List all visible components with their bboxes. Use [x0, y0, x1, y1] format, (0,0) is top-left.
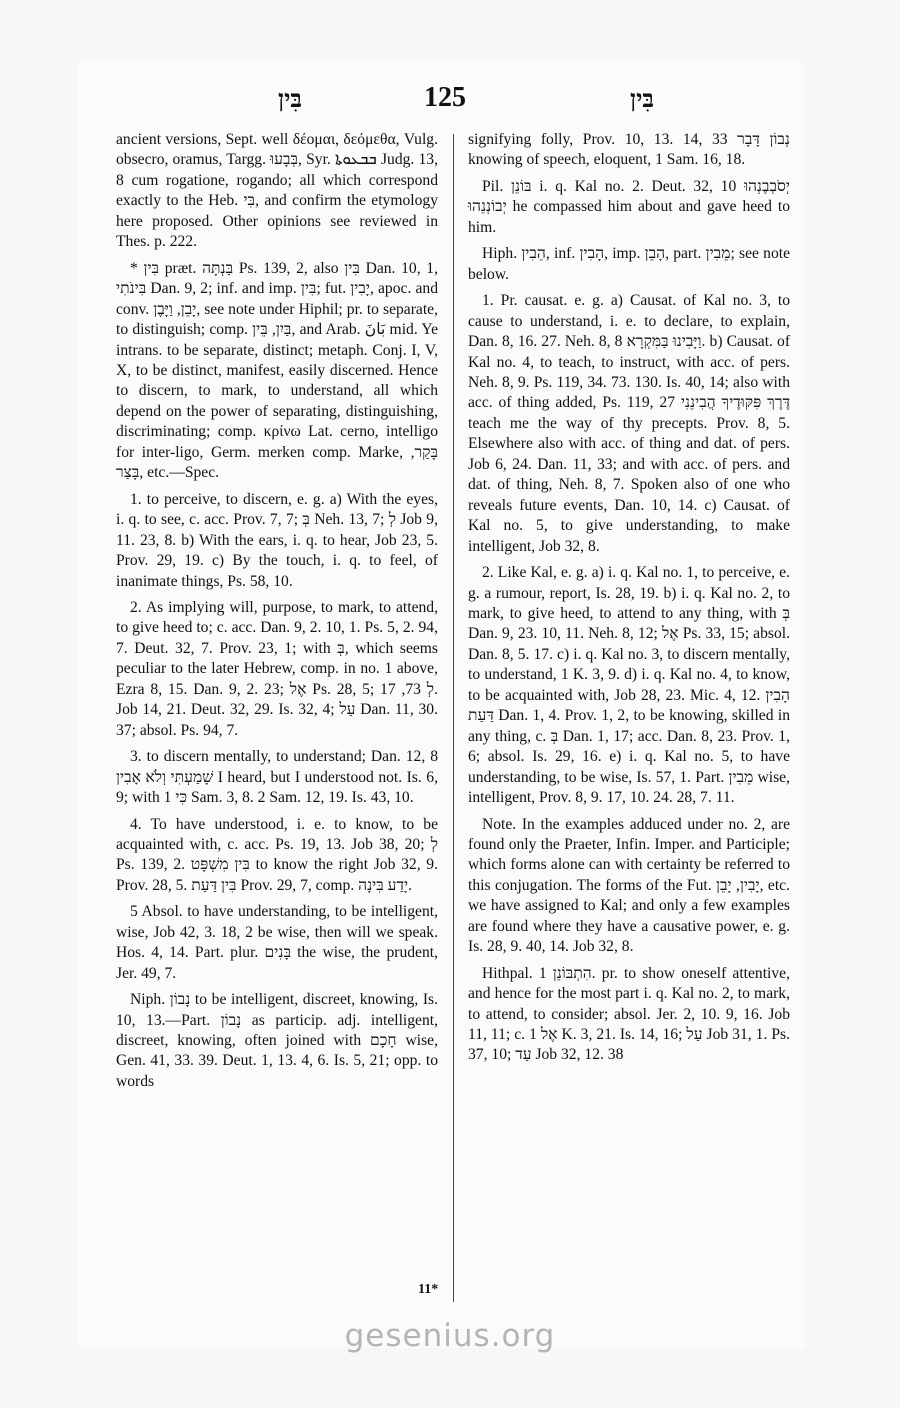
- column-divider: [453, 134, 454, 1302]
- paragraph: 4. To have understood, i. e. to know, to be acquainted with, c. acc. Ps. 19, 13. Job 38, 20; לְ Ps. 139, 2. בִּין מִשְׁפָּט to know the right Job 32, 9. Prov. 28, 5. בִּין דַּעַת Prov. 29, 7, comp. יָדַע בִּינָה.: [116, 815, 438, 894]
- paragraph: * בִּין præt. בַּנְתָּה Ps. 139, 2, also בִּין Dan. 10, 1, בִּינֹתִי Dan. 9, 2; inf. and imp. בִּין; fut. יָבִין, apoc. and conv. יָבֵן, וַיָּבֶן, see note under Hiphil; pr. to separate, to distinguish; comp. בַּיִן, בֵּין, and Arab. بَانَ mid. Ye intrans. to be separate, distinct; metaph. Conj. I, V, X, to be distinct, manifest, easily discerned. Hence to discern, to mark, to understand, all which depend on the power of separating, distinguishing, discriminating; comp. κρίνω Lat. cerno, intelligo for inter-ligo, Germ. merken comp. Marke, בָּקַר, בָּצַר, etc.—Spec.: [116, 259, 438, 482]
- site-watermark: gesenius.org: [344, 1318, 556, 1354]
- right-column: [468, 130, 790, 1072]
- paragraph: Hithpal. הִתְבּוֹנֵן 1. pr. to show oneself attentive, and hence for the most part i. q. Kal no. 2, to mark, to attend, to consider; absol. Jer. 2, 10. 9, 16. Job 11, 11; c. אֶל 1 K. 3, 21. Is. 14, 16; עַל Job 31, 1. Ps. 37, 10; עַד Job 32, 12. 38: [468, 964, 790, 1064]
- paragraph: ancient versions, Sept. well δέομαι, δεόμεθα, Vulg. obsecro, oramus, Targg. בְּבָעוּ, Syr. ܒܒܥܘܬܐ Judg. 13, 8 cum rogatione, rogando; all which correspond exactly to the Heb. בִּי, and confirm the etymology here proposed. Other opinions see reviewed in Thes. p. 222.: [116, 131, 438, 251]
- paragraph: Pil. בּוֹנֵן i. q. Kal no. 2. Deut. 32, 10 יְסֹבְבֶנְהוּ יְבוֹנְנֵהוּ he compassed him about and gave heed to him.: [468, 177, 790, 236]
- page-header: [78, 84, 804, 126]
- paragraph: 2. As implying will, purpose, to mark, to attend, to give heed to; c. acc. Dan. 9, 2. 10, 1. Ps. 5, 2. 94, 7. Deut. 32, 7. Prov. 23, 1; with בְּ, which seems peculiar to the later Hebrew, comp. in no. 1 above, Ezra 8, 15. Dan. 9, 2. 23; אֶל Ps. 28, 5; לְ 73, 17. Job 14, 21. Deut. 32, 29. Is. 32, 4; עַל Dan. 11, 30. 37; absol. Ps. 94, 7.: [116, 598, 439, 739]
- paragraph: Hiph. הֵבִין, inf. הָבִין, imp. הָבֵן, part. מֵבִין; see note below.: [468, 245, 791, 283]
- running-head-left: בִּין: [278, 84, 302, 113]
- paragraph: 1. to perceive, to discern, e. g. a) With the eyes, i. q. to see, c. acc. Prov. 7, 7; בְּ Neh. 13, 7; לְ Job 9, 11. 23, 8. b) With the ears, i. q. to hear, Job 23, 5. Prov. 29, 19. c) By the touch, i. q. to feel, of inanimate things, Ps. 58, 10.: [116, 490, 438, 590]
- paragraph: 3. to discern mentally, to understand; Dan. 12, 8 שָׁמַעְתִּי וְלֹא אָבִין I heard, but I understood not. Is. 6, 9; with כִּי 1 Sam. 3, 8. 2 Sam. 12, 19. Is. 43, 10.: [116, 748, 438, 807]
- paragraph: 1. Pr. causat. e. g. a) Causat. of Kal no. 3, to cause to understand, i. e. to declare, to explain, Dan. 8, 16. 27. Neh. 8, 8 וַיָּבִינוּ בַּמִּקְרָא. b) Causat. of Kal no. 4, to teach, to instruct, with acc. of pers. Neh. 8, 9. Ps. 119, 34. 73. 130. Is. 40, 14; also with acc. of thing added, Ps. 119, 27 דֶּרֶךְ פִּקּוּדֶיךָ הֲבִינֵנִי teach me the way of thy precepts. Prov. 8, 5. Elsewhere also with acc. of thing and dat. of pers. Job 6, 24. Dan. 11, 33; and with acc. of pers. and dat. of thing, Neh. 8, 7. Spoken also of one who reveals future events, Dan. 10, 14. c) Causat. of Kal no. 5, to give understanding, to make intelligent, Job 32, 8.: [468, 292, 791, 555]
- paragraph: Note. In the examples adduced under no. 2, are found only the Praeter, Infin. Imper. and Participle; which forms alone can with certainty be referred to this conjugation. The forms of the Fut. יָבִין, יָבֵן, etc. we have assigned to Kal; and only a few examples are found where they have a causative power, e. g. Is. 28, 9. 40, 14. Job 32, 8.: [468, 815, 790, 956]
- signature-mark: 11*: [418, 1282, 439, 1297]
- paragraph: 2. Like Kal, e. g. a) i. q. Kal no. 1, to perceive, e. g. a rumour, report, Is. 28, 19. b) i. q. Kal no. 2, to mark, to give heed, to attend to any thing, with בְּ Dan. 9, 23. 10, 11. Neh. 8, 12; אֶל Ps. 33, 15; absol. Dan. 8, 5. 17. c) i. q. Kal no. 3, to discern mentally, to understand, 1 K. 3, 9. d) i. q. Kal no. 4, to know, to be acquainted with, Job 28, 23. Mic. 4, 12. הָבִין דַּעַת Dan. 1, 4. Prov. 1, 2, to be knowing, skilled in any thing, c. בְּ Dan. 1, 17; acc. Dan. 8, 23. Prov. 1, 6; absol. Is. 29, 16. e) i. q. Kal no. 5, to have understanding, to be wise, Is. 57, 1. Part. מֵבִין wise, intelligent, Prov. 8, 9. 17, 10. 24. 28, 7. 11.: [468, 564, 791, 807]
- book-page: [78, 62, 804, 1348]
- paragraph: Niph. נָבוֹן to be intelligent, discreet, knowing, Is. 10, 13.—Part. נָבוֹן as particip. adj. intelligent, discreet, knowing, often joined with חָכָם wise, Gen. 41, 33. 39. Deut. 1, 13. 4, 6. Is. 5, 21; opp. to words: [116, 991, 439, 1090]
- running-head-right: בִּין: [630, 84, 654, 113]
- page-number: 125: [424, 82, 466, 113]
- left-column: [116, 130, 438, 1098]
- paragraph: 5 Absol. to have understanding, to be intelligent, wise, Job 42, 3. 18, 2 be wise, then will we speak. Hos. 4, 14. Part. plur. בָּנִים the wise, the prudent, Jer. 49, 7.: [116, 903, 438, 982]
- paragraph: signifying folly, Prov. 10, 13. 14, 33 נְבוֹן דָּבָר knowing of speech, eloquent, 1 Sam. 16, 18.: [468, 131, 790, 169]
